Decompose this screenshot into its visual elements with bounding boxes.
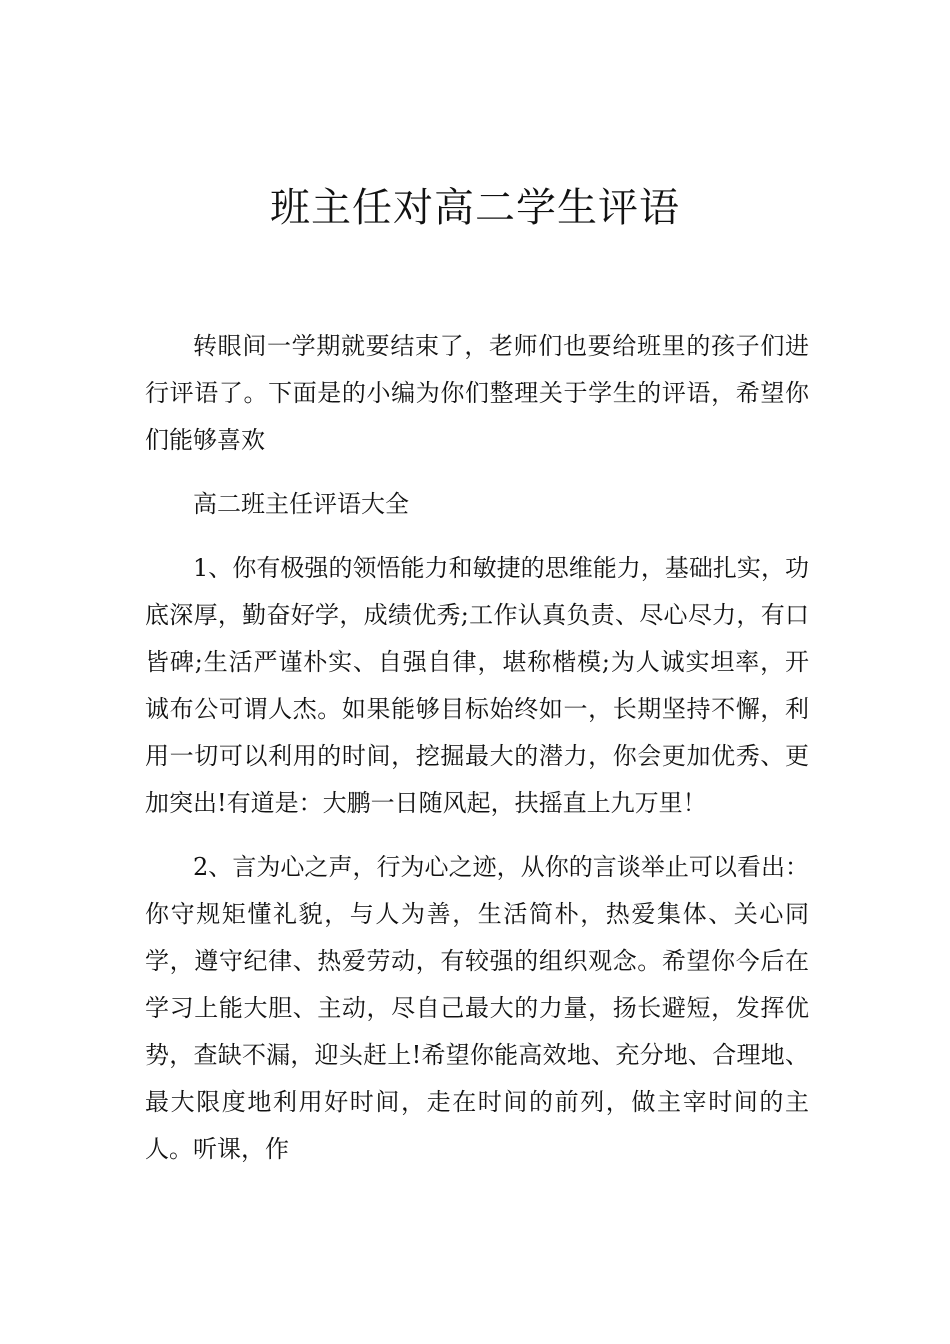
comment-paragraph-1: 1、你有极强的领悟能力和敏捷的思维能力，基础扎实，功底深厚，勤奋好学，成绩优秀;工作认真负责、尽心尽力，有口皆碑;生活严谨朴实、自强自律，堪称楷模;为人诚实坦率，开诚布公可谓人杰。如果能够目标始终如一，长期坚持不懈，利用一切可以利用的时间，挖掘最大的潜力，你会更加优秀、更加突出!有道是：大鹏一日随风起，扶摇直上九万里！ xyxy=(145,554,809,817)
section-heading: 高二班主任评语大全 xyxy=(193,490,409,518)
document-title: 班主任对高二学生评语 xyxy=(270,185,680,231)
document-body xyxy=(145,323,809,1190)
intro-paragraph: 转眼间一学期就要结束了，老师们也要给班里的孩子们进行评语了。下面是的小编为你们整理关于学生的评语，希望你们能够喜欢 xyxy=(145,332,809,454)
comment-paragraph-2: 2、言为心之声，行为心之迹，从你的言谈举止可以看出：你守规矩懂礼貌，与人为善，生活简朴，热爱集体、关心同学，遵守纪律、热爱劳动，有较强的组织观念。希望你今后在学习上能大胆、主动，尽自己最大的力量，扬长避短，发挥优势，查缺不漏，迎头赶上!希望你能高效地、充分地、合理地、最大限度地利用好时间，走在时间的前列，做主宰时间的主人。听课，作 xyxy=(145,853,809,1163)
